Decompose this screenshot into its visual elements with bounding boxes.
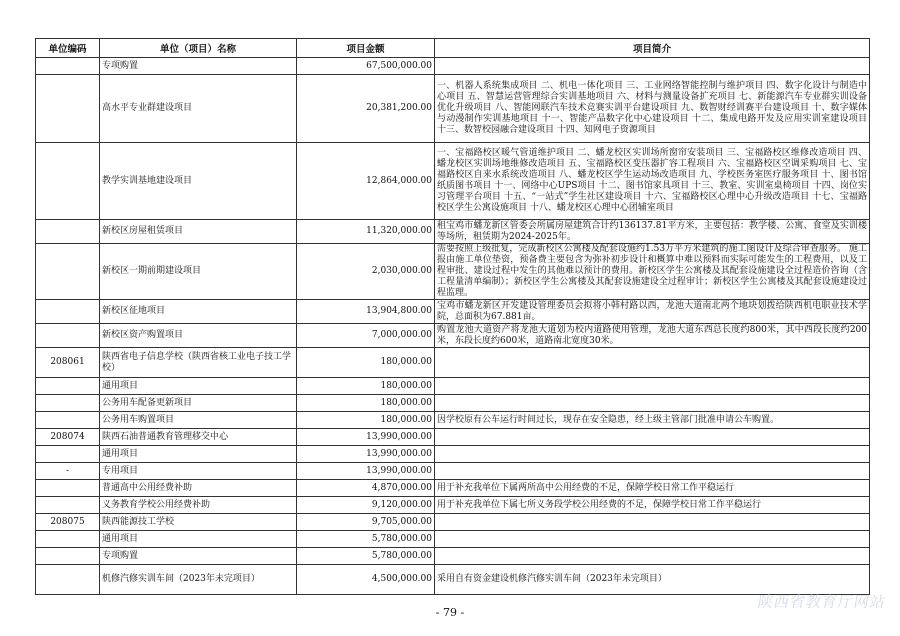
unit-code	[36, 300, 100, 324]
unit-code	[36, 58, 100, 75]
project-description: 一、机器人系统集成项目 二、机电一体化项目 三、工业网络智能控制与维护项目 四、数字化设计与制造中心项目 五、智慧运营管理综合实训基地项目 六、材料与测量设备扩充项目 七、新能源汽车专业群实训设备优化升级项目 八、智能网联汽车技术竞赛实训平台建设项目 九、数智财经训赛平台建设项目 十、数字媒体与动漫制作实训基地项目 十一、智能产品数字化中心建设项目 十二、集成电路开发及应用实训室建设项目 十三、数智校园融合建设项目 十四、知网电子资源项目	[435, 75, 870, 143]
project-name: 陕西能源技工学校	[100, 514, 297, 531]
header-description: 项目简介	[435, 39, 870, 58]
project-amount: 4,870,000.00	[297, 480, 435, 497]
unit-code	[36, 531, 100, 548]
unit-code	[36, 143, 100, 220]
table-row	[36, 412, 870, 429]
project-name: 通用项目	[100, 378, 297, 395]
project-amount: 67,500,000.00	[297, 58, 435, 75]
project-amount: 2,030,000.00	[297, 244, 435, 300]
project-description: 用于补充我单位下属七所义务段学校公用经费的不足，保障学校日常工作平稳运行	[435, 497, 870, 514]
project-description	[435, 348, 870, 378]
project-amount: 12,864,000.00	[297, 143, 435, 220]
header-unit-code: 单位编码	[36, 39, 100, 58]
unit-code: -	[36, 463, 100, 480]
unit-code	[36, 497, 100, 514]
project-amount: 5,780,000.00	[297, 548, 435, 565]
budget-table	[35, 38, 870, 595]
project-description: 宝鸡市蟠龙新区开发建设管理委员会拟将小韩村路以西，龙池大道南北两个地块划拨给陕西机电职业技术学院，总面积为67.881亩。	[435, 300, 870, 324]
project-name: 专项购置	[100, 548, 297, 565]
unit-code	[36, 446, 100, 463]
project-name: 普通高中公用经费补助	[100, 480, 297, 497]
project-name: 机修汽修实训车间（2023年未完项目）	[100, 565, 297, 595]
watermark-logo: 陕西省教育厅网站	[756, 593, 888, 611]
project-amount: 9,120,000.00	[297, 497, 435, 514]
table-row	[36, 244, 870, 300]
project-name: 新校区房屋租赁项目	[100, 220, 297, 244]
unit-code: 208074	[36, 429, 100, 446]
project-name: 专项购置	[100, 58, 297, 75]
project-name: 通用项目	[100, 531, 297, 548]
unit-code	[36, 220, 100, 244]
table-row	[36, 429, 870, 446]
table-row	[36, 531, 870, 548]
project-name: 公务用车配备更新项目	[100, 395, 297, 412]
project-amount: 20,381,200.00	[297, 75, 435, 143]
table-row	[36, 58, 870, 75]
unit-code	[36, 75, 100, 143]
project-name: 陕西省电子信息学校（陕西省核工业电子技工学校）	[100, 348, 297, 378]
unit-code: 208075	[36, 514, 100, 531]
project-description: 用于补充我单位下属两所高中公用经费的不足，保障学校日常工作平稳运行	[435, 480, 870, 497]
table-row	[36, 446, 870, 463]
project-description: 因学校原有公车运行时间过长，现存在安全隐患，经上级主管部门批准申请公车购置。	[435, 412, 870, 429]
project-amount: 13,904,800.00	[297, 300, 435, 324]
project-name: 教学实训基地建设项目	[100, 143, 297, 220]
project-description	[435, 446, 870, 463]
project-amount: 5,780,000.00	[297, 531, 435, 548]
table-row	[36, 220, 870, 244]
table-row	[36, 514, 870, 531]
project-amount: 4,500,000.00	[297, 565, 435, 595]
unit-code	[36, 412, 100, 429]
unit-code	[36, 395, 100, 412]
table-row	[36, 378, 870, 395]
table-row	[36, 324, 870, 348]
project-amount: 180,000.00	[297, 378, 435, 395]
project-amount: 180,000.00	[297, 412, 435, 429]
table-row	[36, 143, 870, 220]
project-name: 通用项目	[100, 446, 297, 463]
project-name: 新校区一期前期建设项目	[100, 244, 297, 300]
unit-code	[36, 548, 100, 565]
header-amount: 项目金额	[297, 39, 435, 58]
table-row	[36, 565, 870, 595]
project-description: 需要按照上级批复，完成新校区公寓楼及配套设施约1.53万平方米建筑的施工图设计及综合审查服务。 施工报由施工单位垫资，预备费主要包含为弥补初步设计和概算中难以预料而实际可能发生的工程费用，以及工程审批、建设过程中发生的其他难以预计的费用。新校区学生公寓楼及其配套设施建设全过程造价咨询（含工程量清单编制）；新校区学生公寓楼及其配套设施建设全过程审计；新校区学生公寓楼及其配套设施建设过程监理。	[435, 244, 870, 300]
table-row	[36, 300, 870, 324]
page-number: - 79 -	[435, 606, 465, 619]
project-amount: 11,320,000.00	[297, 220, 435, 244]
project-amount: 13,990,000.00	[297, 463, 435, 480]
table-header-row	[36, 39, 870, 58]
table-row	[36, 463, 870, 480]
table-row	[36, 75, 870, 143]
project-description: 采用自有资金建设机修汽修实训车间（2023年未完项目）	[435, 565, 870, 595]
project-description	[435, 463, 870, 480]
table-row	[36, 548, 870, 565]
project-description: 购置龙池大道资产将龙池大道划为校内道路使用管理，龙池大道东西总长度约800米，其中西段长度约200米，东段长度约600米，道路南北宽度30米。	[435, 324, 870, 348]
unit-code	[36, 480, 100, 497]
project-description	[435, 395, 870, 412]
header-unit-name: 单位（项目）名称	[100, 39, 297, 58]
project-amount: 9,705,000.00	[297, 514, 435, 531]
unit-code	[36, 378, 100, 395]
unit-code	[36, 324, 100, 348]
project-description: 租宝鸡市蟠龙新区管委会所属房屋建筑合计约136137.81平方米，主要包括：教学楼、公寓、食堂及实训楼等场所，租赁期为2024-2025年。	[435, 220, 870, 244]
unit-code: 208061	[36, 348, 100, 378]
project-amount: 180,000.00	[297, 395, 435, 412]
project-description: 一、宝福路校区暖气管道维护项目 二、蟠龙校区实训场所窗帘安装项目 三、宝福路校区维修改造项目 四、蟠龙校区实训场地维修改造项目 五、宝福路校区变压器扩容工程项目 六、宝福路校区空调采购项目 七、宝福路校区自来水系统改造项目 八、蟠龙校区学生运动场改造项目 九、学校医务室医疗服务项目 十、图书馆纸质图书项目 十一、网络中心UPS项目 十二、图书馆家具项目 十三、教室、实训室桌椅项目 十四、岗位实习管理平台项目 十五、“一站式”学生社区建设项目 十六、宝福路校区心理中心升级改造项目 十七、宝福路校区学生公寓设施项目 十八、蟠龙校区心理中心团辅室项目	[435, 143, 870, 220]
table-row	[36, 480, 870, 497]
project-name: 新校区资产购置项目	[100, 324, 297, 348]
unit-code	[36, 565, 100, 595]
table-row	[36, 348, 870, 378]
project-description	[435, 531, 870, 548]
project-amount: 7,000,000.00	[297, 324, 435, 348]
project-name: 陕西石油普通教育管理移交中心	[100, 429, 297, 446]
project-name: 新校区征地项目	[100, 300, 297, 324]
project-name: 公务用车购置项目	[100, 412, 297, 429]
project-description	[435, 58, 870, 75]
project-amount: 13,990,000.00	[297, 446, 435, 463]
table-row	[36, 395, 870, 412]
project-amount: 180,000.00	[297, 348, 435, 378]
project-name: 义务教育学校公用经费补助	[100, 497, 297, 514]
project-amount: 13,990,000.00	[297, 429, 435, 446]
project-description	[435, 378, 870, 395]
project-name: 专用项目	[100, 463, 297, 480]
table-row	[36, 497, 870, 514]
project-description	[435, 429, 870, 446]
project-name: 高水平专业群建设项目	[100, 75, 297, 143]
project-description	[435, 548, 870, 565]
project-description	[435, 514, 870, 531]
unit-code	[36, 244, 100, 300]
